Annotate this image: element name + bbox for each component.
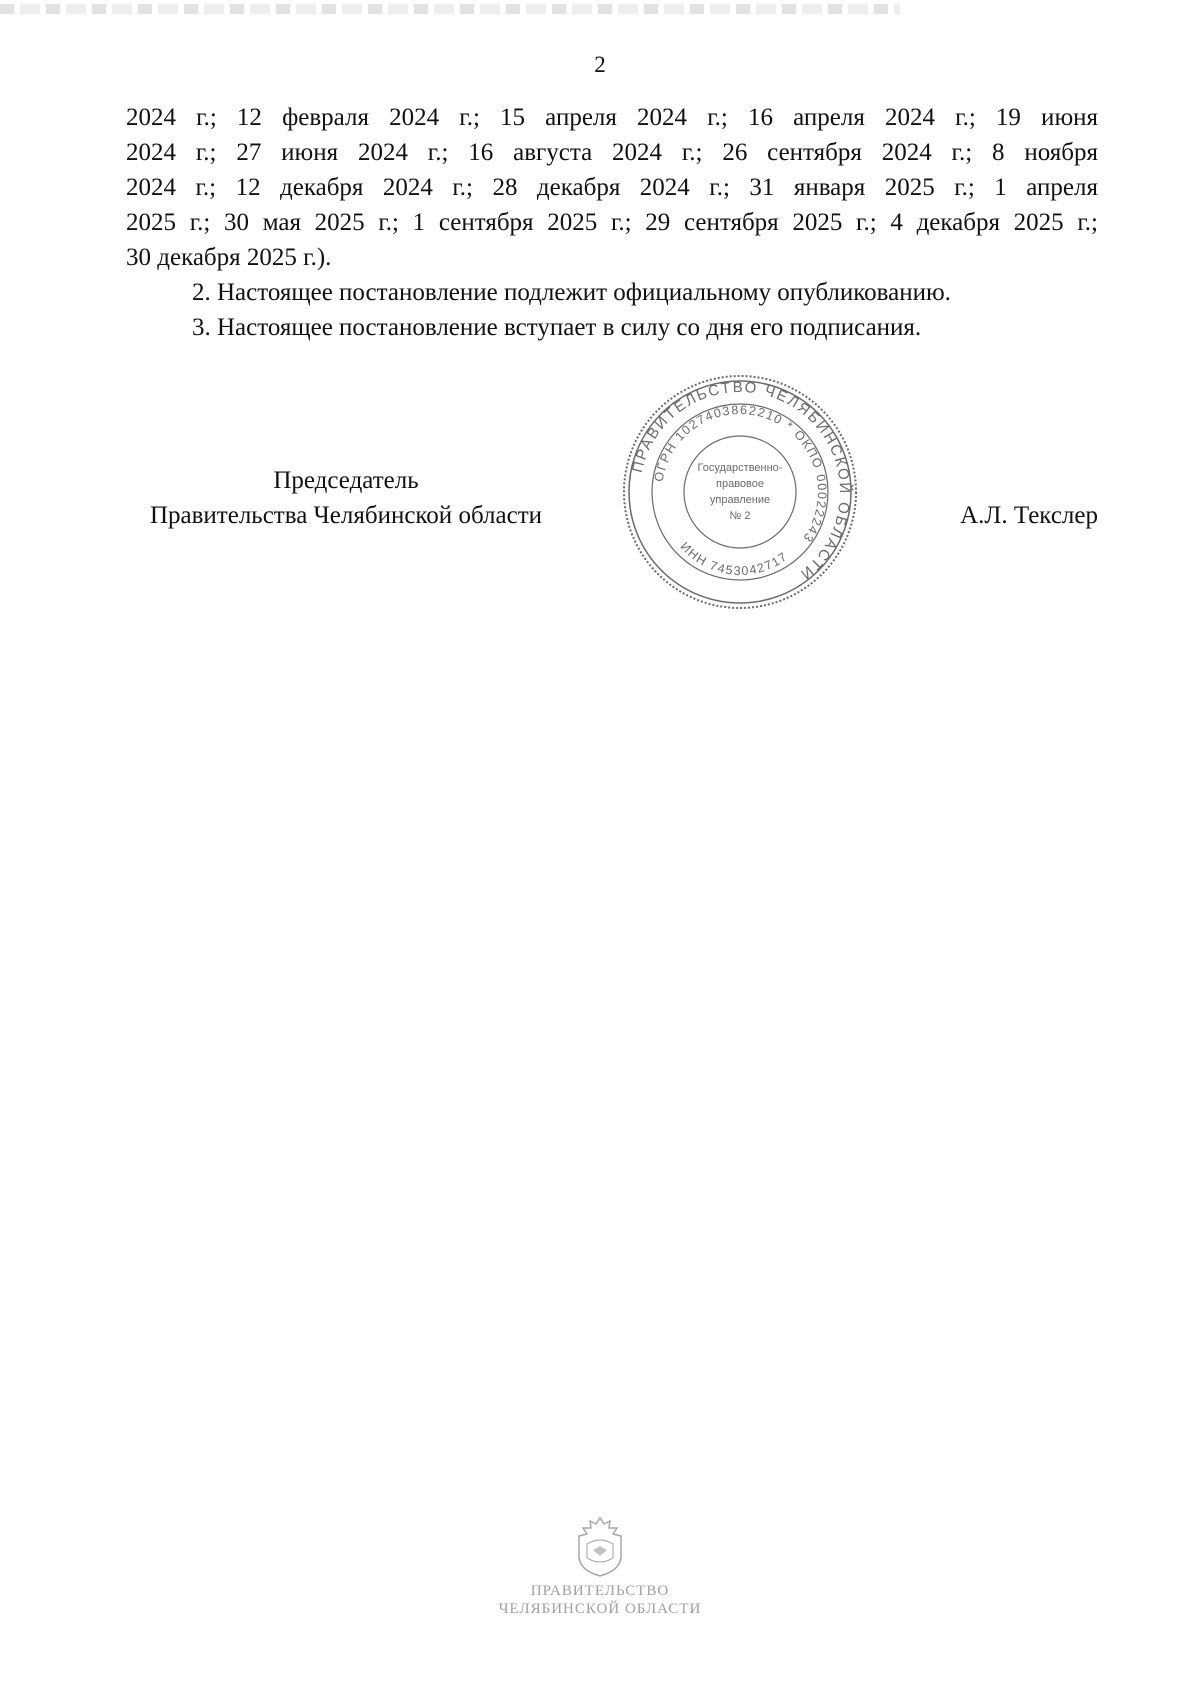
watermark-line-1: ПРАВИТЕЛЬСТВО — [530, 1583, 670, 1599]
government-watermark — [400, 1516, 800, 1618]
seal-center-ring — [684, 436, 796, 548]
seal-middle-text: ОГРН 1027403862210 * ОКПО 00022243 — [651, 402, 830, 546]
seal-bottom-text: ИНН 7453042717 — [677, 539, 791, 579]
signatory-title-line-1: Председатель — [273, 467, 419, 494]
page-number: 2 — [594, 52, 606, 77]
signatory-title-line-2: Правительства Челябинской области — [149, 502, 543, 529]
document-body — [126, 100, 1098, 345]
scan-artifact — [0, 4, 900, 14]
paragraph-3: 3. Настоящее постановление вступает в силу со дня его подписания. — [192, 314, 922, 341]
coat-of-arms-icon — [573, 1516, 627, 1578]
paragraph-2: 2. Настоящее постановление подлежит официальному опубликованию. — [192, 279, 951, 306]
body-line-3: 2024 г.; 12 декабря 2024 г.; 28 декабря 2024 г.; 31 января 2025 г.; 1 апреля — [126, 174, 1098, 201]
body-line-5: 30 декабря 2025 г.). — [126, 244, 332, 271]
body-line-2: 2024 г.; 27 июня 2024 г.; 16 августа 2024 г.; 26 сентября 2024 г.; 8 ноября — [126, 139, 1098, 166]
seal-center-line-3: управление — [709, 494, 771, 506]
seal-center-line-1: Государственно- — [697, 462, 783, 474]
signatory-title — [126, 463, 566, 533]
seal-center-line-4: № 2 — [729, 510, 751, 522]
body-line-4: 2025 г.; 30 мая 2025 г.; 1 сентября 2025 г.; 29 сентября 2025 г.; 4 декабря 2025 г.; — [126, 209, 1098, 236]
watermark-line-2: ЧЕЛЯБИНСКОЙ ОБЛАСТИ — [498, 1601, 702, 1617]
body-line-1: 2024 г.; 12 февраля 2024 г.; 15 апреля 2024 г.; 16 апреля 2024 г.; 19 июня — [126, 104, 1098, 131]
seal-outer-text: ПРАВИТЕЛЬСТВО ЧЕЛЯБИНСКОЙ ОБЛАСТИ — [628, 378, 854, 584]
seal-center-line-2: правовое — [716, 478, 764, 490]
signatory-name: А.Л. Текслер — [960, 502, 1098, 529]
official-seal-stamp — [620, 372, 860, 612]
